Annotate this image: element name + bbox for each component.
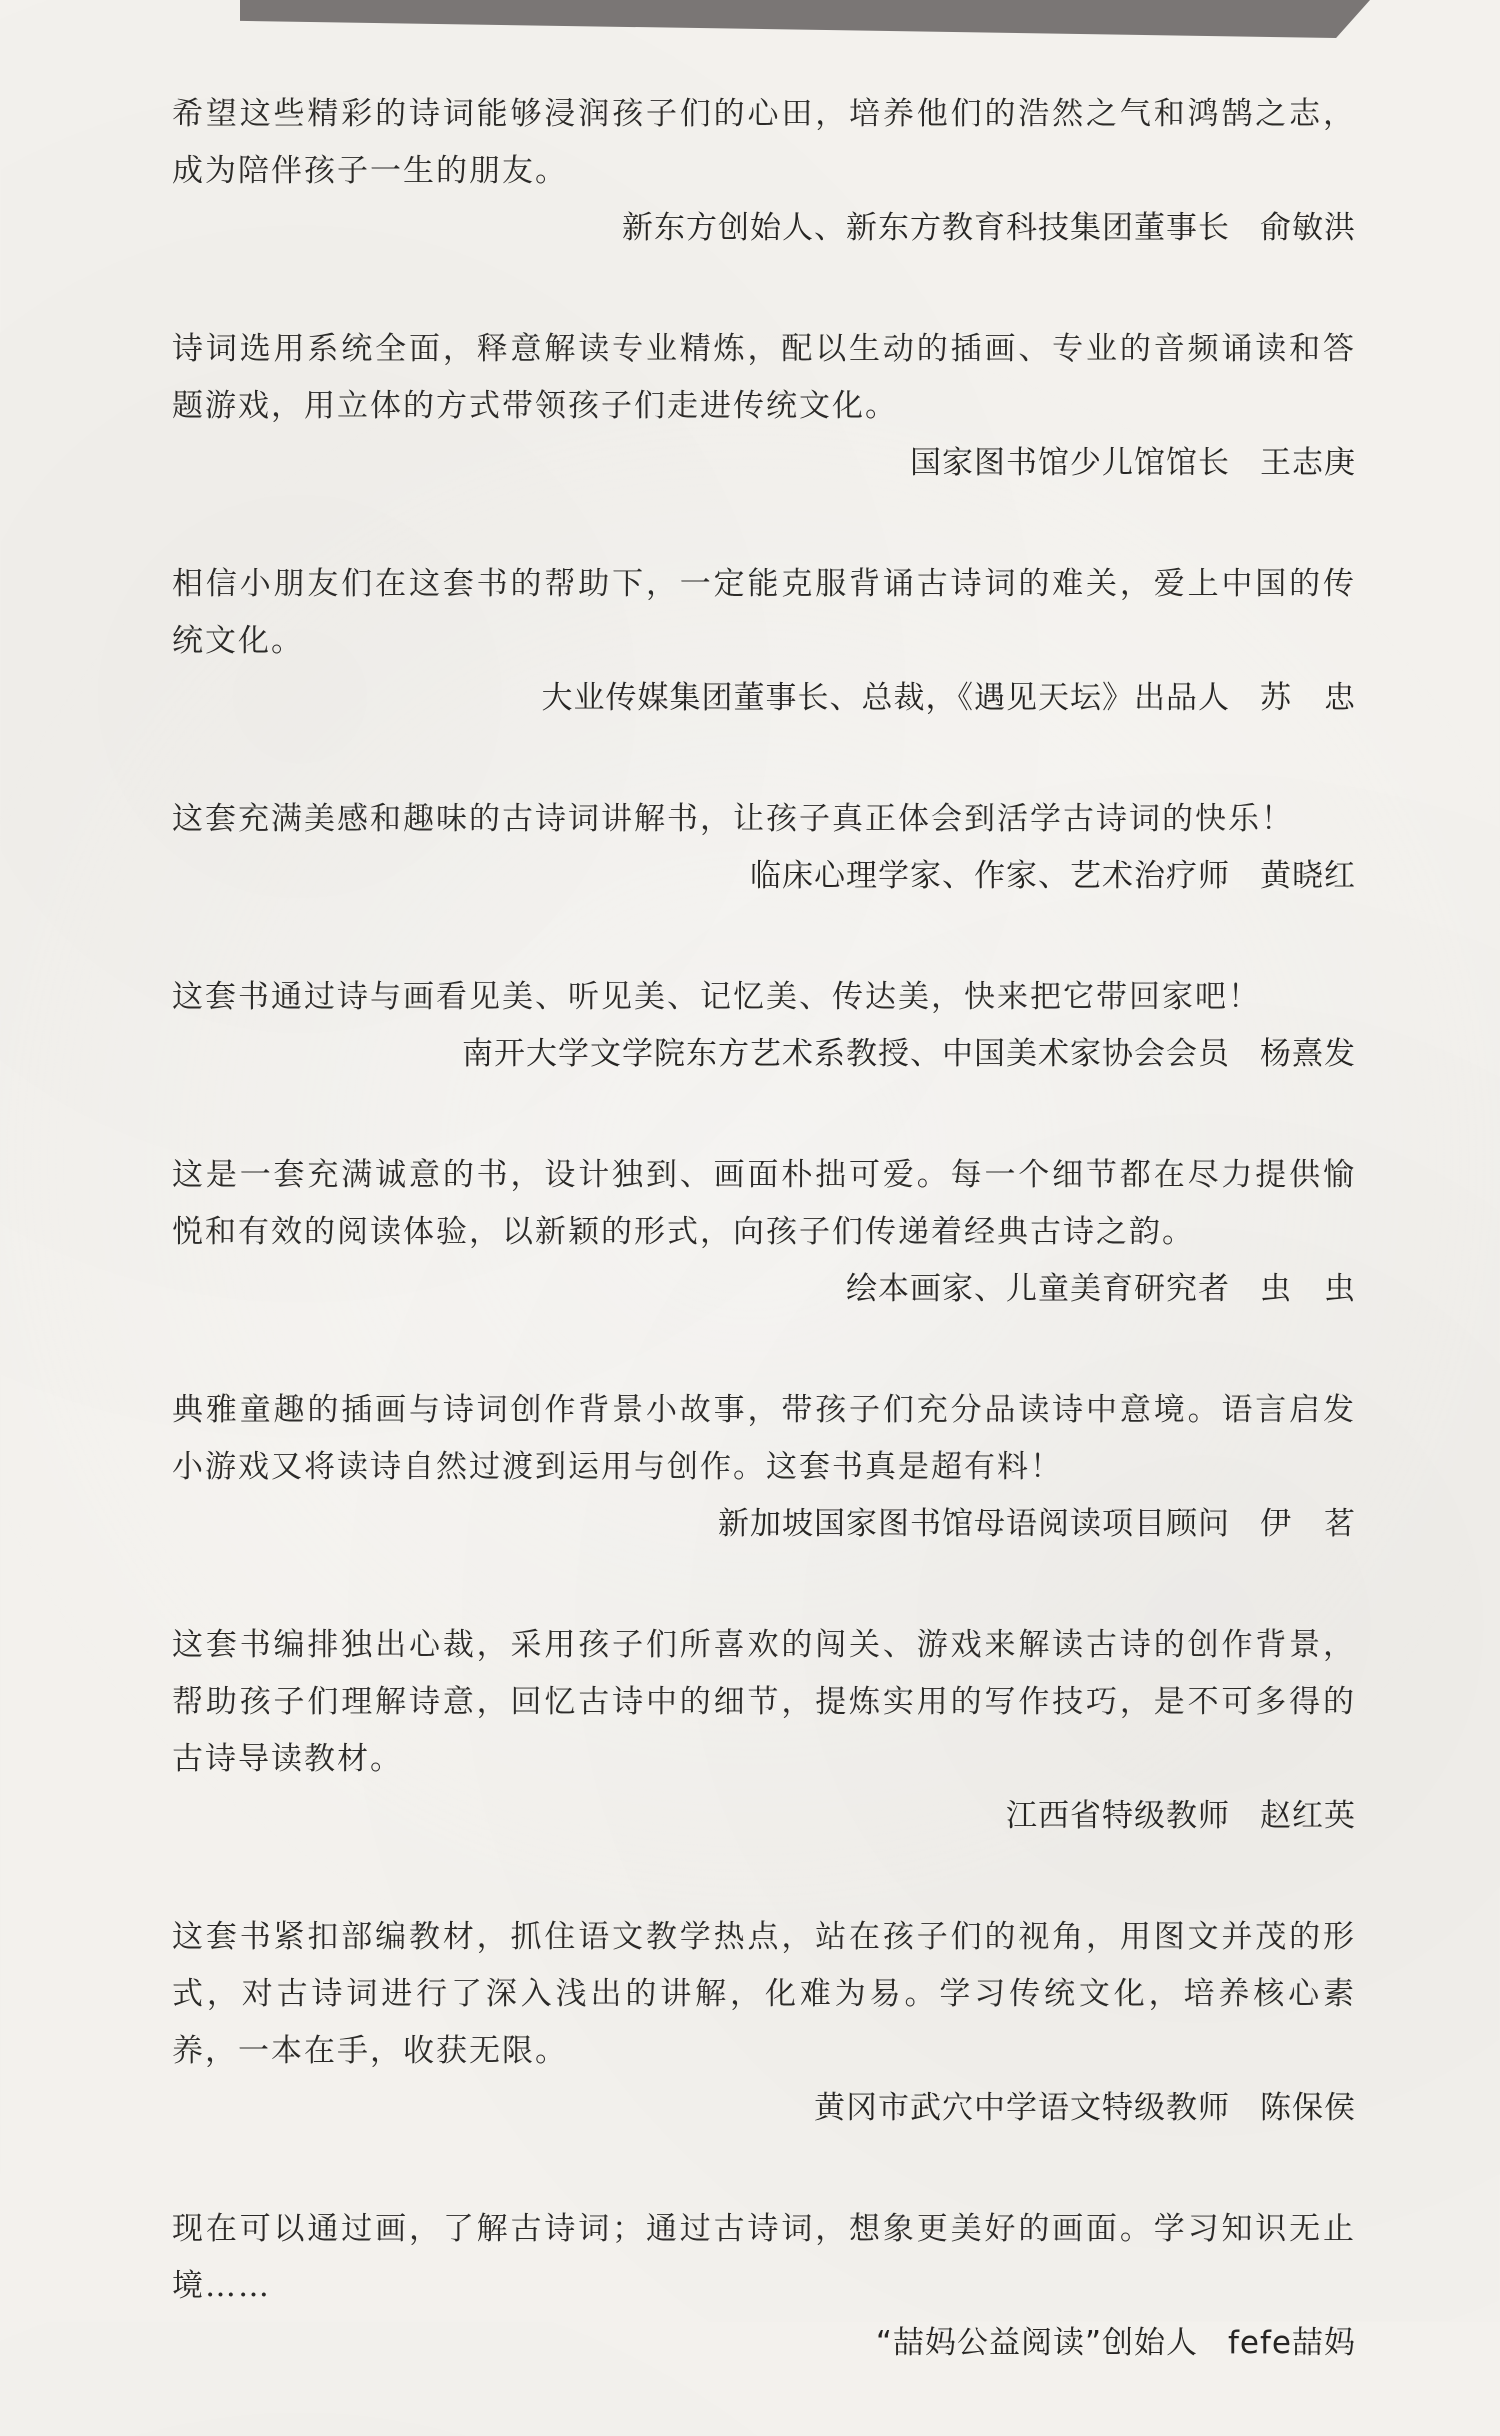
endorsement-attribution xyxy=(172,670,1356,727)
endorser-name: 伊 茗 xyxy=(1260,1506,1356,1542)
endorser-title: “喆妈公益阅读”创始人 xyxy=(875,2325,1199,2361)
endorsement-attribution xyxy=(172,2080,1356,2137)
endorser-name: 虫 虫 xyxy=(1260,1271,1356,1307)
endorsement-quote: 典雅童趣的插画与诗词创作背景小故事，带孩子们充分品读诗中意境。语言启发小游戏又将读诗自然过渡到运用与创作。这套书真是超有料！ xyxy=(172,1392,1356,1485)
endorsement xyxy=(172,791,1356,905)
top-banner xyxy=(240,0,1370,38)
endorser-name: 苏 忠 xyxy=(1260,680,1356,716)
endorsement-quote: 相信小朋友们在这套书的帮助下，一定能克服背诵古诗词的难关，爱上中国的传统文化。 xyxy=(172,566,1356,659)
endorsements-list xyxy=(172,86,1356,2436)
endorsement-attribution xyxy=(172,848,1356,905)
endorser-title: 新加坡国家图书馆母语阅读项目顾问 xyxy=(718,1506,1230,1542)
endorsement xyxy=(172,556,1356,727)
endorser-name: 俞敏洪 xyxy=(1260,210,1356,246)
endorser-name: 黄晓红 xyxy=(1260,858,1356,894)
endorser-title: 新东方创始人、新东方教育科技集团董事长 xyxy=(622,210,1230,246)
endorser-name: 王志庚 xyxy=(1260,445,1356,481)
endorser-name: 陈保侯 xyxy=(1260,2090,1356,2126)
endorsement-attribution xyxy=(172,435,1356,492)
endorsement-attribution xyxy=(172,2315,1356,2372)
endorser-title: 绘本画家、儿童美育研究者 xyxy=(846,1271,1230,1307)
endorsement xyxy=(172,1617,1356,1845)
endorsement xyxy=(172,86,1356,257)
endorsement xyxy=(172,321,1356,492)
endorsement xyxy=(172,969,1356,1083)
endorsement-attribution xyxy=(172,1496,1356,1553)
endorser-name: fefe喆妈 xyxy=(1228,2325,1356,2361)
endorsement xyxy=(172,1147,1356,1318)
endorser-title: 国家图书馆少儿馆馆长 xyxy=(910,445,1230,481)
endorsement-attribution xyxy=(172,1026,1356,1083)
endorser-title: 大业传媒集团董事长、总裁，《遇见天坛》出品人 xyxy=(541,680,1230,716)
endorser-title: 临床心理学家、作家、艺术治疗师 xyxy=(750,858,1230,894)
endorsement-quote: 这套书通过诗与画看见美、听见美、记忆美、传达美，快来把它带回家吧！ xyxy=(172,979,1261,1015)
endorsement-quote: 希望这些精彩的诗词能够浸润孩子们的心田，培养他们的浩然之气和鸿鹄之志，成为陪伴孩子一生的朋友。 xyxy=(172,96,1356,189)
endorser-name: 赵红英 xyxy=(1260,1798,1356,1834)
endorser-title: 江西省特级教师 xyxy=(1006,1798,1230,1834)
endorsement-quote: 现在可以通过画，了解古诗词；通过古诗词，想象更美好的画面。学习知识无止境…… xyxy=(172,2211,1356,2304)
endorsement-quote: 这是一套充满诚意的书，设计独到、画面朴拙可爱。每一个细节都在尽力提供愉悦和有效的阅读体验，以新颖的形式，向孩子们传递着经典古诗之韵。 xyxy=(172,1157,1356,1250)
endorsement-quote: 诗词选用系统全面，释意解读专业精炼，配以生动的插画、专业的音频诵读和答题游戏，用立体的方式带领孩子们走进传统文化。 xyxy=(172,331,1356,424)
endorser-title: 黄冈市武穴中学语文特级教师 xyxy=(814,2090,1230,2126)
endorsement-attribution xyxy=(172,200,1356,257)
endorsement-quote: 这套书紧扣部编教材，抓住语文教学热点，站在孩子们的视角，用图文并茂的形式，对古诗词进行了深入浅出的讲解，化难为易。学习传统文化，培养核心素养，一本在手，收获无限。 xyxy=(172,1919,1356,2069)
endorsement xyxy=(172,1909,1356,2137)
endorsement-quote: 这套充满美感和趣味的古诗词讲解书，让孩子真正体会到活学古诗词的快乐！ xyxy=(172,801,1294,837)
endorsement xyxy=(172,2201,1356,2372)
endorser-title: 南开大学文学院东方艺术系教授、中国美术家协会会员 xyxy=(462,1036,1230,1072)
endorsement-attribution xyxy=(172,1261,1356,1318)
endorser-name: 杨熹发 xyxy=(1260,1036,1356,1072)
endorsement-quote: 这套书编排独出心裁，采用孩子们所喜欢的闯关、游戏来解读古诗的创作背景，帮助孩子们理解诗意，回忆古诗中的细节，提炼实用的写作技巧，是不可多得的古诗导读教材。 xyxy=(172,1627,1356,1777)
endorsement-attribution xyxy=(172,1788,1356,1845)
endorsement xyxy=(172,1382,1356,1553)
